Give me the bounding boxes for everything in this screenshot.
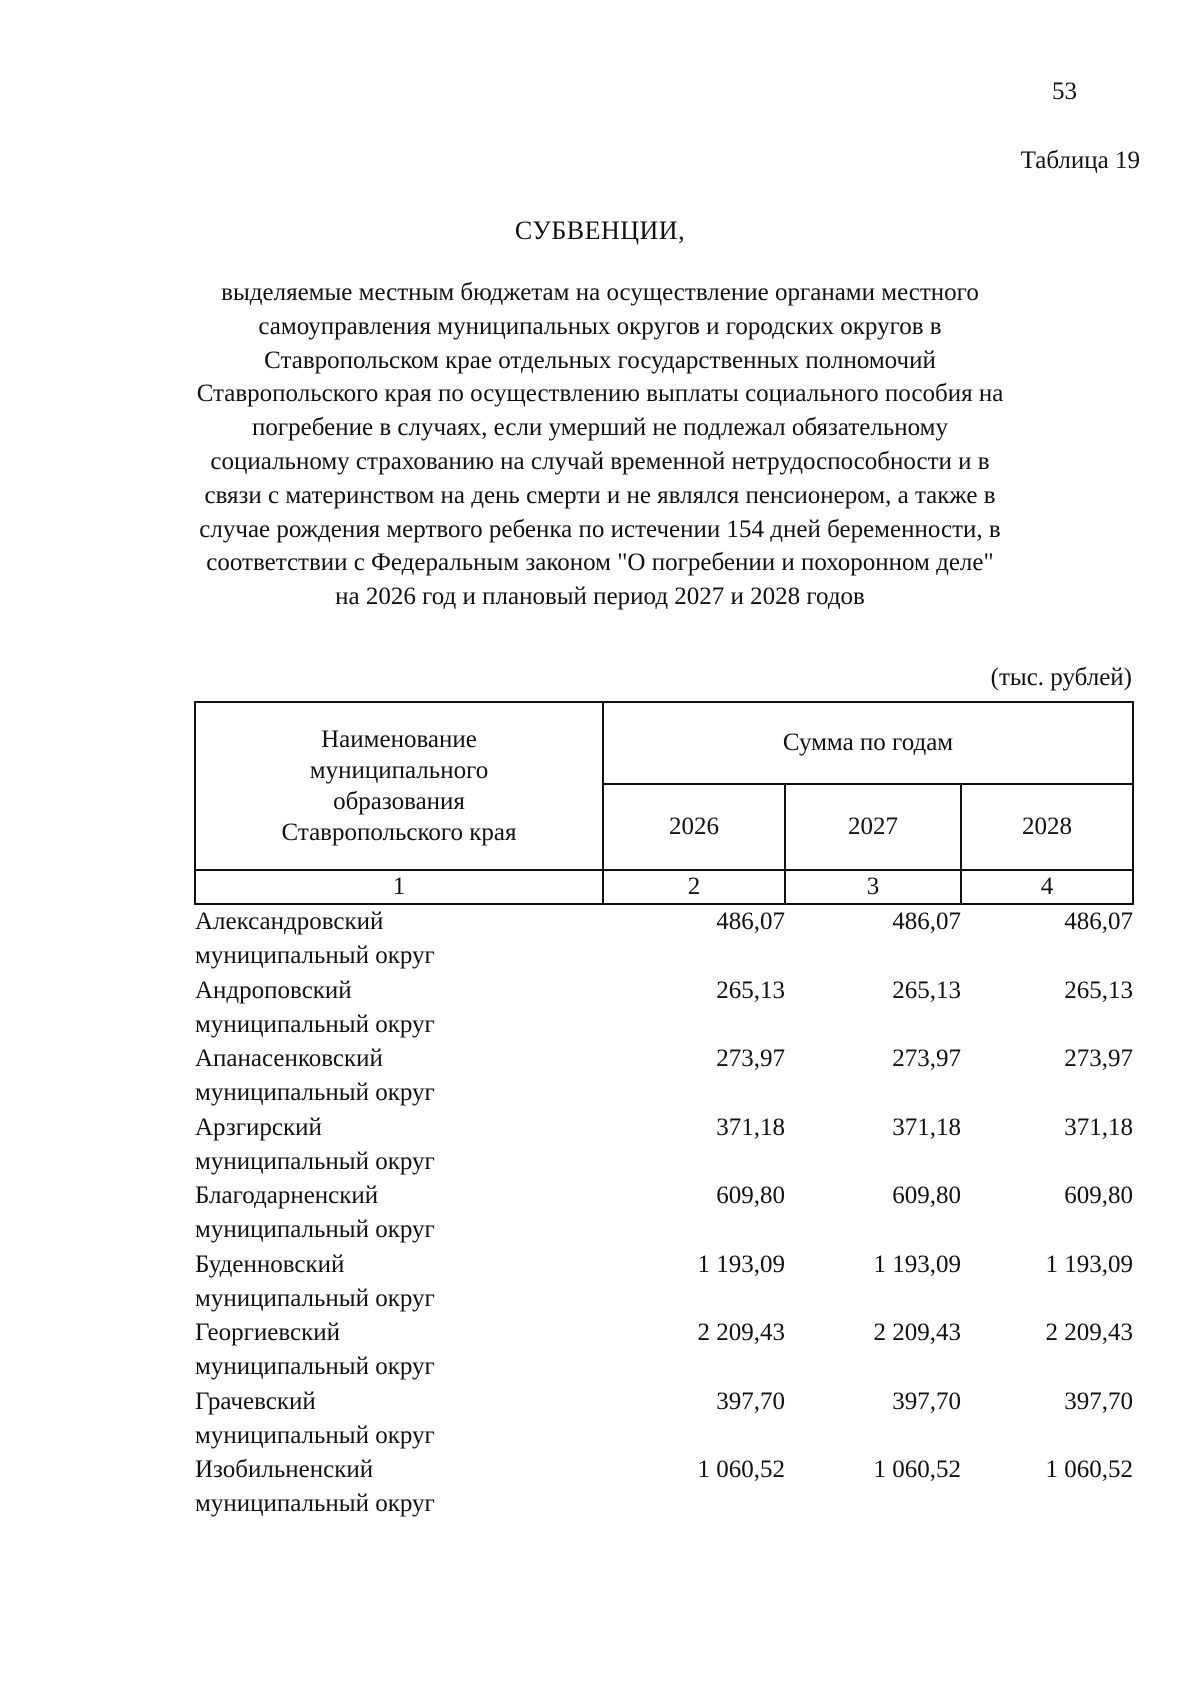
table-row xyxy=(195,1453,1133,1522)
subtitle-line: Ставропольском крае отдельных государственных полномочий xyxy=(264,346,936,374)
subtitle-line: на 2026 год и плановый период 2027 и 2028 годов xyxy=(335,583,865,611)
municipality-name xyxy=(195,904,603,974)
name-line: муниципальный округ xyxy=(195,1216,435,1243)
document-title: СУБВЕНЦИИ, xyxy=(514,216,686,245)
value-2026: 1 193,09 xyxy=(697,1250,785,1278)
value-2028: 1 060,52 xyxy=(1045,1456,1133,1483)
column-number: 3 xyxy=(785,870,961,904)
name-line: Буденновский xyxy=(195,1250,345,1278)
value-2027: 2 209,43 xyxy=(873,1319,961,1346)
value-2026: 1 060,52 xyxy=(697,1456,785,1483)
name-line: муниципальный округ xyxy=(195,1079,435,1106)
table-row xyxy=(195,1385,1133,1454)
value-2027: 609,80 xyxy=(892,1182,961,1209)
subtitle-line: социальному страхованию на случай временной нетрудоспособности и в xyxy=(210,447,990,475)
name-line: Арзгирский xyxy=(195,1113,322,1141)
page-number: 53 xyxy=(1052,78,1077,105)
column-number: 4 xyxy=(961,870,1133,904)
subtitle-line: выделяемые местным бюджетам на осуществление органами местного xyxy=(221,279,979,306)
name-line: Андроповский xyxy=(195,976,352,1004)
value-2028: 2 209,43 xyxy=(1045,1319,1133,1346)
value-2027: 265,13 xyxy=(892,976,961,1004)
subtitle-line: Ставропольского края по осуществлению выплаты социального пособия на xyxy=(196,380,1004,408)
municipality-name xyxy=(195,1385,603,1454)
table-row xyxy=(195,974,1133,1043)
municipality-name xyxy=(195,1248,603,1317)
municipality-name xyxy=(195,1111,603,1180)
value-2028: 1 193,09 xyxy=(1045,1250,1133,1278)
value-2026: 2 209,43 xyxy=(697,1319,785,1346)
municipality-name xyxy=(195,1453,603,1522)
table-row xyxy=(195,1042,1133,1111)
column-number: 1 xyxy=(195,870,603,904)
subtitle-line: соответствии с Федеральным законом "О погребении и похоронном деле" xyxy=(206,549,994,577)
municipality-name xyxy=(195,1179,603,1248)
header-name-line: Ставропольского края xyxy=(281,819,517,846)
header-year-2026: 2026 xyxy=(603,784,785,870)
units-label: (тыс. рублей) xyxy=(990,664,1132,691)
subtitle-line: самоуправления муниципальных округов и городских округов в xyxy=(258,312,942,340)
name-line: Александровский xyxy=(195,908,384,935)
value-2026: 273,97 xyxy=(716,1045,785,1072)
value-2027: 1 193,09 xyxy=(873,1250,961,1278)
subtitle-line: случае рождения мертвого ребенка по истечении 154 дней беременности, в xyxy=(199,515,1001,543)
value-2027: 397,70 xyxy=(892,1387,961,1415)
header-name-line: Наименование xyxy=(321,726,477,753)
table-label: Таблица 19 xyxy=(1020,147,1140,174)
header-year-2027: 2027 xyxy=(785,784,961,870)
subtitle-line: связи с материнством на день смерти и не являлся пенсионером, а также в xyxy=(204,481,996,509)
value-2027: 273,97 xyxy=(892,1045,961,1072)
name-line: муниципальный округ xyxy=(195,1353,435,1380)
header-name-line: муниципального xyxy=(309,757,489,784)
name-line: муниципальный округ xyxy=(195,1147,435,1175)
value-2026: 397,70 xyxy=(716,1387,785,1415)
table-row xyxy=(195,1316,1133,1385)
name-line: муниципальный округ xyxy=(195,1010,435,1038)
value-2026: 265,13 xyxy=(716,976,785,1004)
document-subtitle xyxy=(150,276,1050,614)
header-municipality-name xyxy=(195,702,603,870)
name-line: муниципальный округ xyxy=(195,1421,435,1449)
name-line: Георгиевский xyxy=(195,1319,341,1346)
value-2028: 397,70 xyxy=(1064,1387,1133,1415)
name-line: муниципальный округ xyxy=(195,1284,435,1312)
table-row xyxy=(195,1111,1133,1180)
value-2027: 1 060,52 xyxy=(873,1456,961,1483)
name-line: муниципальный округ xyxy=(195,1490,435,1517)
value-2026: 609,80 xyxy=(716,1182,785,1209)
subventions-table xyxy=(194,701,1134,1522)
municipality-name xyxy=(195,974,603,1043)
name-line: Изобильненский xyxy=(195,1456,374,1483)
table-row xyxy=(195,904,1133,974)
column-number: 2 xyxy=(603,870,785,904)
municipality-name xyxy=(195,1042,603,1111)
value-2027: 371,18 xyxy=(892,1113,961,1141)
value-2028: 273,97 xyxy=(1064,1045,1133,1072)
municipality-name xyxy=(195,1316,603,1385)
name-line: муниципальный округ xyxy=(195,942,435,969)
value-2027: 486,07 xyxy=(892,908,961,935)
table-row xyxy=(195,1248,1133,1317)
value-2026: 371,18 xyxy=(716,1113,785,1141)
name-line: Грачевский xyxy=(195,1387,316,1415)
value-2026: 486,07 xyxy=(716,908,785,935)
subtitle-line: погребение в случаях, если умерший не подлежал обязательному xyxy=(252,414,948,442)
table-row xyxy=(195,1179,1133,1248)
header-name-line: образования xyxy=(333,788,465,815)
name-line: Апанасенковский xyxy=(195,1045,383,1072)
value-2028: 371,18 xyxy=(1064,1113,1133,1141)
header-year-2028: 2028 xyxy=(961,784,1133,870)
header-sum-by-years: Сумма по годам xyxy=(603,702,1133,784)
name-line: Благодарненский xyxy=(195,1182,379,1209)
value-2028: 265,13 xyxy=(1064,976,1133,1004)
value-2028: 609,80 xyxy=(1064,1182,1133,1209)
value-2028: 486,07 xyxy=(1064,908,1133,935)
